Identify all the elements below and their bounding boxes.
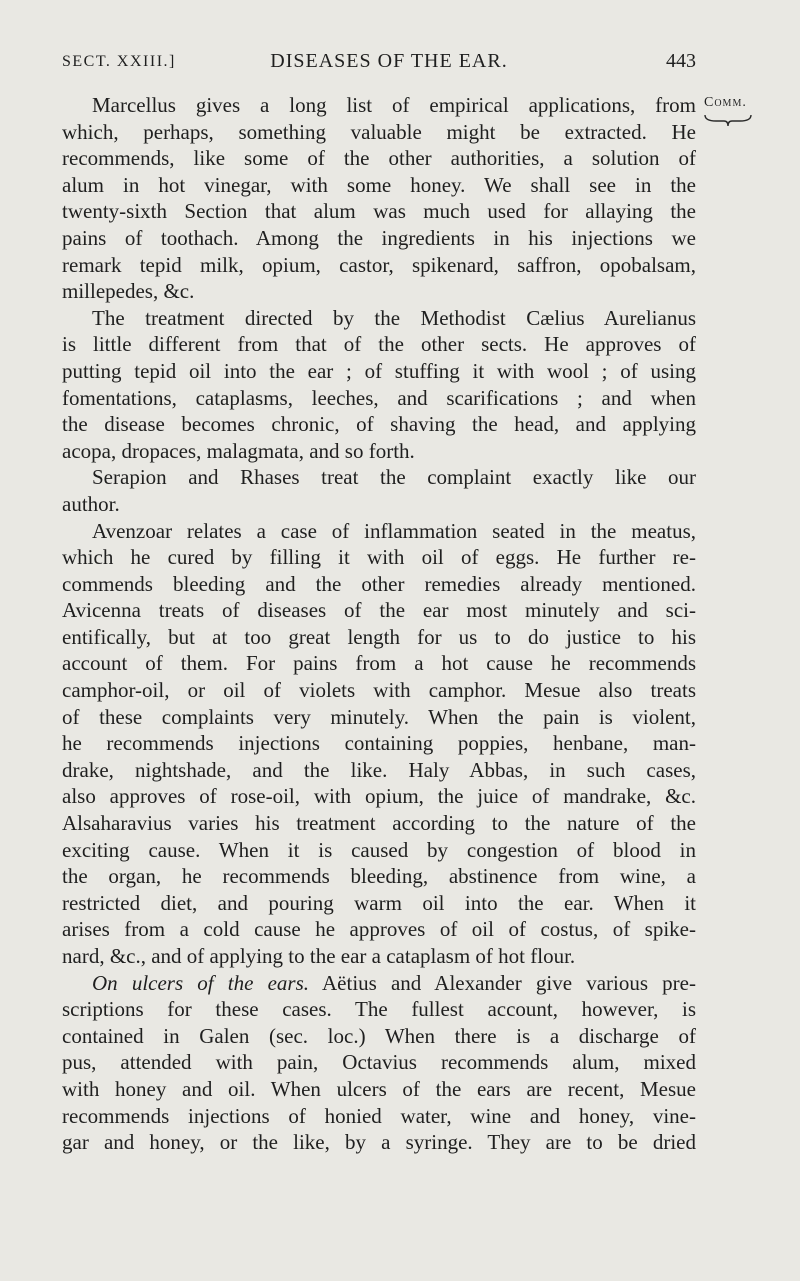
page-title: DISEASES OF THE EAR.	[270, 50, 508, 72]
text-line: with honey and oil. When ulcers of the ears are recent, Mesue	[62, 1076, 696, 1101]
text-run: Aëtius and Alexander give various pre-	[309, 970, 696, 995]
running-header	[62, 44, 696, 78]
text-line: Marcellus gives a long list of empirical applications, from	[92, 93, 696, 117]
text-line: scriptions for these cases. The fullest account, however, is	[62, 997, 696, 1022]
text-line: fomentations, cataplasms, leeches, and scarifications ; and when	[62, 385, 696, 410]
text-line: Avenzoar relates a case of inflammation seated in the meatus,	[92, 518, 696, 543]
text-line: which he cured by filling it with oil of eggs. He further re-	[62, 545, 696, 570]
text-line: remark tepid milk, opium, castor, spikenard, saffron, opobalsam,	[62, 252, 696, 277]
text-line: Alsaharavius varies his treatment according to the nature of the	[62, 811, 696, 836]
section-label: SECT. XXIII.]	[62, 53, 176, 70]
text-line: alum in hot vinegar, with some honey. We shall see in the	[62, 172, 696, 197]
text-line: pus, attended with pain, Octavius recommends alum, mixed	[62, 1050, 696, 1075]
text-line: acopa, dropaces, malagmata, and so forth.	[62, 438, 415, 463]
text-line	[62, 970, 696, 997]
text-line: arises from a cold cause he approves of oil of costus, of spike-	[62, 917, 696, 942]
text-line: putting tepid oil into the ear ; of stuffing it with wool ; of using	[62, 358, 696, 383]
text-line: account of them. For pains from a hot cause he recommends	[62, 651, 696, 676]
text-line: of these complaints very minutely. When the pain is violent,	[62, 704, 696, 729]
text-line: recommends, like some of the other authorities, a solution of	[62, 146, 696, 171]
text-line: pains of toothach. Among the ingredients in his injections we	[62, 225, 696, 250]
text-line: exciting cause. When it is caused by congestion of blood in	[62, 837, 696, 862]
italic-heading: On ulcers of the ears.	[92, 970, 309, 995]
text-line: which, perhaps, something valuable might be extracted. He	[62, 119, 696, 144]
text-line: drake, nightshade, and the like. Haly Abbas, in such cases,	[62, 757, 696, 782]
text-line: commends bleeding and the other remedies already mentioned.	[62, 571, 696, 596]
margin-note: Comm.	[704, 95, 747, 110]
text-line: he recommends injections containing poppies, henbane, man-	[62, 731, 696, 756]
text-line: millepedes, &c.	[62, 279, 195, 304]
page-number: 443	[666, 50, 696, 72]
text-line: contained in Galen (sec. loc.) When there is a discharge of	[62, 1023, 696, 1048]
text-line: camphor-oil, or oil of violets with camphor. Mesue also treats	[62, 678, 696, 703]
text-line: the disease becomes chronic, of shaving the head, and applying	[62, 412, 696, 437]
text-line: The treatment directed by the Methodist Cælius Aurelianus	[92, 305, 696, 330]
body-text	[62, 92, 696, 1156]
text-line: twenty-sixth Section that alum was much used for allaying the	[62, 199, 696, 224]
text-line: entifically, but at too great length for us to do justice to his	[62, 624, 696, 649]
text-line: recommends injections of honied water, wine and honey, vine-	[62, 1103, 696, 1128]
text-line: Avicenna treats of diseases of the ear most minutely and sci-	[62, 598, 696, 623]
text-line: Serapion and Rhases treat the complaint exactly like our	[92, 465, 696, 490]
text-line: nard, &c., and of applying to the ear a cataplasm of hot flour.	[62, 944, 576, 968]
text-line: is little different from that of the other sects. He approves of	[62, 332, 696, 357]
text-line: author.	[62, 491, 120, 516]
text-line: also approves of rose-oil, with opium, the juice of mandrake, &c.	[62, 784, 696, 809]
text-line: restricted diet, and pouring warm oil into the ear. When it	[62, 890, 696, 915]
text-line: the organ, he recommends bleeding, abstinence from wine, a	[62, 864, 696, 889]
text-line: gar and honey, or the like, by a syringe. They are to be dried	[62, 1130, 696, 1155]
brace-mark	[704, 113, 752, 127]
